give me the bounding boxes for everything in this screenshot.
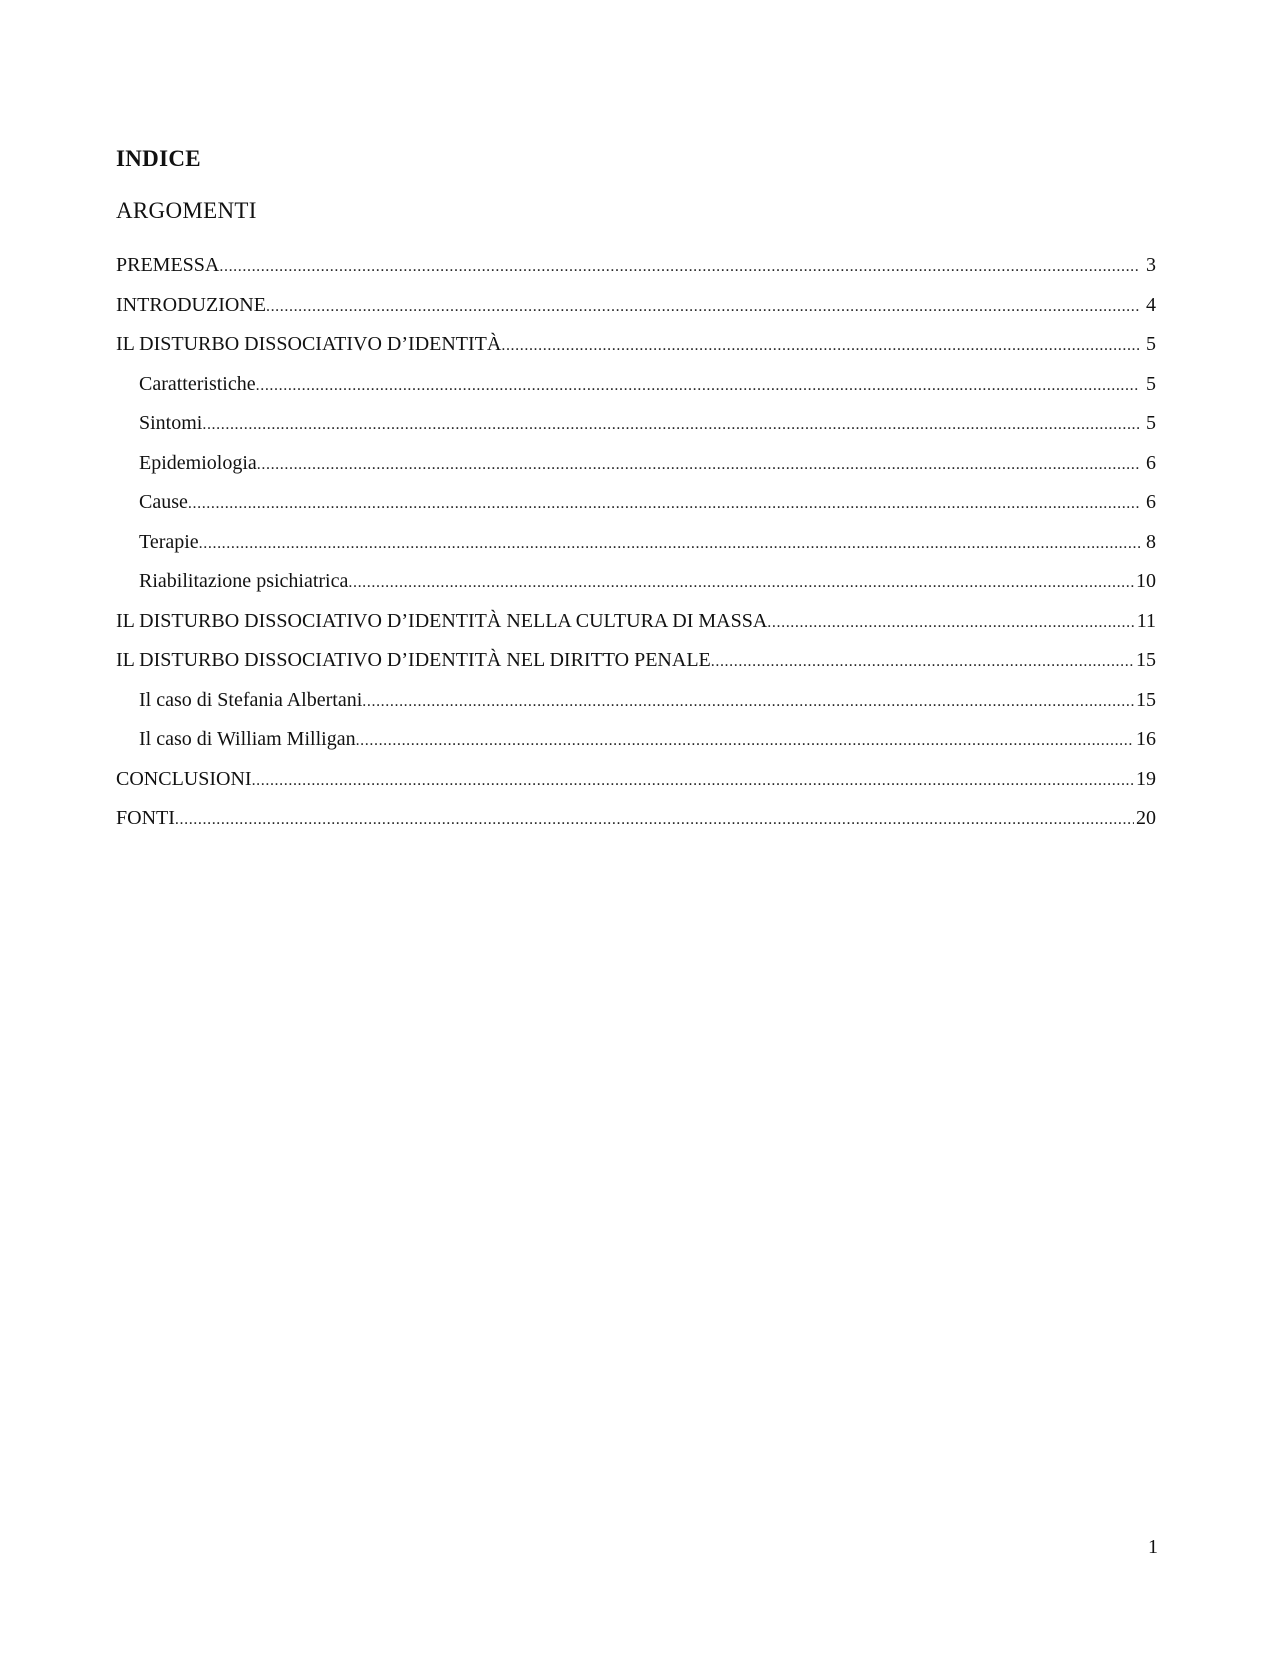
toc-dot-leader bbox=[767, 610, 1134, 636]
toc-entry-page: 15 bbox=[1136, 649, 1156, 671]
toc-entry-label: PREMESSA bbox=[116, 254, 220, 276]
toc-entry-page: 5 bbox=[1146, 333, 1156, 355]
toc-entry-page: 6 bbox=[1146, 491, 1156, 513]
toc-entry-page: 16 bbox=[1136, 728, 1156, 750]
toc-entry[interactable] bbox=[116, 766, 1156, 806]
toc-entry-label: Riabilitazione psichiatrica bbox=[139, 570, 349, 592]
toc-dot-leader bbox=[356, 728, 1134, 754]
toc-entry-label: CONCLUSIONI bbox=[116, 767, 252, 790]
toc-entry[interactable] bbox=[116, 805, 1156, 845]
toc-entry-label: Il caso di William Milligan bbox=[139, 728, 356, 750]
toc-entry-label: IL DISTURBO DISSOCIATIVO D’IDENTITÀ bbox=[116, 333, 502, 355]
toc-entry[interactable] bbox=[116, 608, 1156, 648]
toc-entry-page: 4 bbox=[1146, 293, 1156, 316]
toc-entry-label: Il caso di Stefania Albertani bbox=[139, 688, 363, 711]
toc-dot-leader bbox=[362, 689, 1134, 715]
toc-entry[interactable] bbox=[116, 410, 1156, 450]
page-title: INDICE bbox=[116, 146, 201, 171]
toc-entry-page: 6 bbox=[1146, 451, 1156, 474]
toc-entry-label: FONTI bbox=[116, 807, 175, 829]
toc-entry-page: 20 bbox=[1136, 807, 1156, 829]
toc-entry-page: 11 bbox=[1136, 609, 1156, 632]
toc-entry[interactable] bbox=[116, 647, 1156, 687]
toc-entry[interactable] bbox=[116, 687, 1156, 727]
toc-entry[interactable] bbox=[116, 568, 1156, 608]
toc-entry-page: 3 bbox=[1146, 254, 1156, 276]
toc-dot-leader bbox=[348, 570, 1134, 596]
toc-entry[interactable] bbox=[116, 489, 1156, 529]
toc-dot-leader bbox=[202, 412, 1140, 438]
toc-entry-page: 5 bbox=[1146, 412, 1156, 434]
toc-entry-label: IL DISTURBO DISSOCIATIVO D’IDENTITÀ NEL DIRITTO PENALE bbox=[116, 649, 711, 671]
toc-entry-label: INTRODUZIONE bbox=[116, 293, 266, 316]
toc-entry[interactable] bbox=[116, 529, 1156, 569]
toc-entry[interactable] bbox=[116, 292, 1156, 332]
toc-entry[interactable] bbox=[116, 252, 1156, 292]
toc-entry[interactable] bbox=[116, 371, 1156, 411]
toc-entry-label: Epidemiologia bbox=[139, 451, 257, 474]
toc-entry-label: Terapie bbox=[139, 530, 199, 553]
page-subtitle: ARGOMENTI bbox=[116, 198, 257, 223]
toc-entry[interactable] bbox=[116, 331, 1156, 371]
toc-dot-leader bbox=[219, 254, 1140, 280]
toc-dot-leader bbox=[266, 294, 1140, 320]
toc-entry-label: Caratteristiche bbox=[139, 372, 256, 395]
page-number: 1 bbox=[1148, 1536, 1158, 1558]
toc-entry-page: 5 bbox=[1146, 372, 1156, 395]
toc-entry[interactable] bbox=[116, 726, 1156, 766]
toc-dot-leader bbox=[256, 373, 1140, 399]
toc-entry-label: Sintomi bbox=[139, 412, 203, 434]
toc-dot-leader bbox=[188, 491, 1140, 517]
toc-dot-leader bbox=[175, 807, 1134, 833]
toc-dot-leader bbox=[257, 452, 1140, 478]
toc-entry-page: 8 bbox=[1146, 530, 1156, 553]
toc-dot-leader bbox=[199, 531, 1140, 557]
toc-dot-leader bbox=[252, 768, 1134, 794]
toc-entry-page: 10 bbox=[1136, 570, 1156, 592]
toc-entry-label: IL DISTURBO DISSOCIATIVO D’IDENTITÀ NELLA CULTURA DI MASSA bbox=[116, 609, 768, 632]
toc-dot-leader bbox=[501, 333, 1140, 359]
toc-entry[interactable] bbox=[116, 450, 1156, 490]
table-of-contents bbox=[116, 252, 1156, 845]
toc-entry-page: 19 bbox=[1136, 767, 1156, 790]
toc-entry-page: 15 bbox=[1136, 688, 1156, 711]
toc-dot-leader bbox=[711, 649, 1134, 675]
toc-entry-label: Cause bbox=[139, 491, 188, 513]
